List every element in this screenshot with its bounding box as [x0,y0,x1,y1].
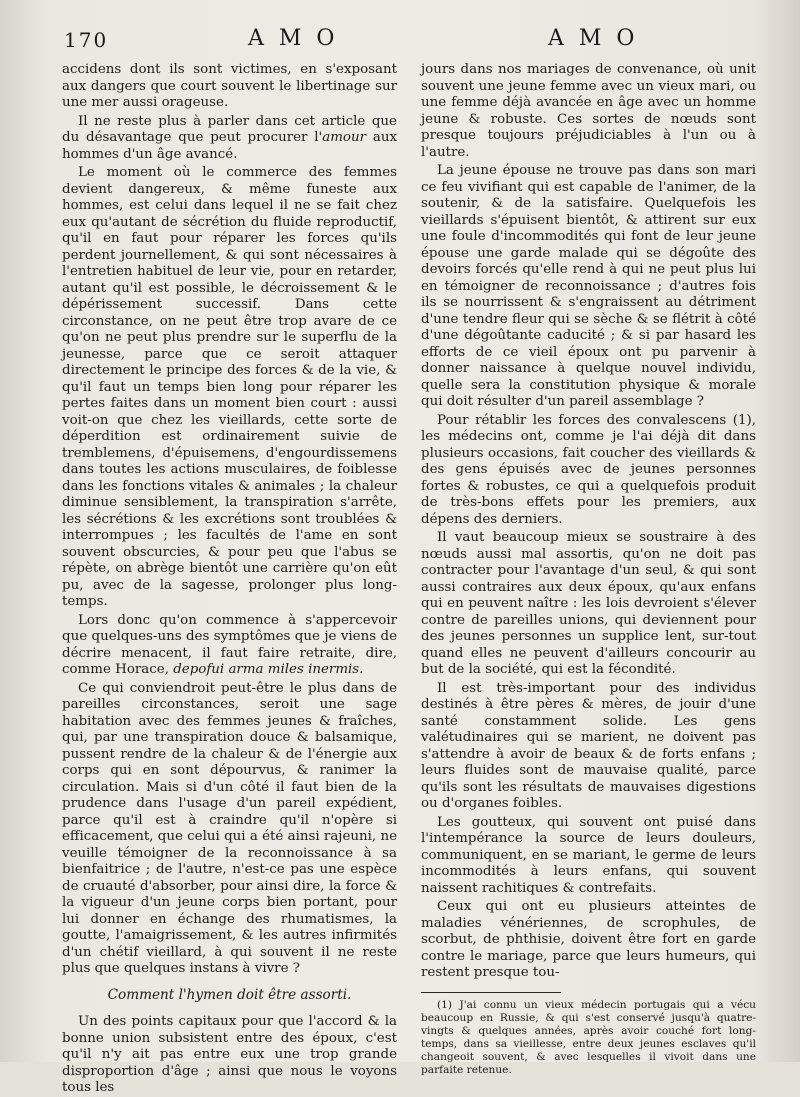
running-header [60,26,750,56]
paragraph: jours dans nos mariages de convenance, où unit souvent une jeune femme avec un vieux mari, ou une femme déjà avancée en âge avec un homme jeune & robuste. Ces sortes de nœuds sont presque toujours préjudiciables à l'un ou à l'autre. [421,62,756,160]
right-running-title: A M O [548,26,639,51]
left-running-title: A M O [248,26,339,51]
paragraph: Ceux qui ont eu plusieurs atteintes de maladies vénériennes, de scrophules, de scorbut, de phthisie, doivent être fort en garde contre le mariage, parce que leurs humeurs, qui restent presque tou- [421,899,756,980]
paragraph: Il est très-important pour des individus destinés à être pères & mères, de jouir d'une santé constamment solide. Les gens valétudinaires qui se marient, ne doivent pas s'attendre à avoir de beaux & de forts enfans ; leurs fluides sont de mauvaise qualité, parce qu'ils sont les résultats de mauvaises digestions ou d'organes foibles. [421,680,756,811]
paragraph: accidens dont ils sont victimes, en s'exposant aux dangers que court souvent le libertinage sur une mer aussi orageuse. [62,62,397,110]
paragraph: Le moment où le commerce des femmes devient dangereux, & même funeste aux hommes, est celui dans lequel il ne se fait chez eux qu'autant de sécrétion du fluide reproductif, qu'il en faut pour réparer les forces qu'ils perdent journellement, & qui sont nécessaires à l'entretien habituel de leur vie, pour en retarder, autant qu'il est possible, le décroissement & le dépérissement successif. Dans cette circonstance, on ne peut être trop avare de ce qu'on ne peut plus prendre sur le superflu de la jeunesse, parce que ce seroit attaquer directement le principe des forces & de la vie, & qu'il faut un temps bien long pour réparer les pertes faites dans un moment bien court : aussi voit-on que chez les vieillards, cette sorte de déperdition est ordinairement suivie de tremblemens, d'épuisemens, d'engourdissemens dans toutes les actions musculaires, de foiblesse dans les fonctions vitales & animales ; la chaleur diminue sensiblement, la transpiration s'arrête, les sécrétions & les excrétions sont troublées & interrompues ; les facultés de l'ame en sont souvent obscurcies, & pour peu que l'abus se répète, on abrège bientôt une carrière qu'on eût pu, avec de la sagesse, prolonger plus long-temps. [62,165,397,609]
footnote-divider [421,992,561,993]
emphasis: amour [322,130,366,145]
paragraph: Pour rétablir les forces des convalescens (1), les médecins ont, comme je l'ai déjà dit dans plusieurs occasions, fait coucher des vieillards & des gens épuisés avec de jeunes personnes fortes & robustes, ce qui a quelquefois produit de très-bons effets pour les premiers, aux dépens des derniers. [421,412,756,527]
paragraph: Il vaut beaucoup mieux se soustraire à des nœuds aussi mal assortis, qu'on ne doit pas contracter pour l'avantage d'un seul, & qui sont aussi contraires aux deux époux, qu'aux enfans qui en peuvent naître : les lois devroient s'élever contre de pareilles unions, qui deviennent pour des jeunes personnes un supplice lent, sur-tout quand elles ne peuvent d'ailleurs concourir au but de la société, qui est la fécondité. [421,530,756,677]
footnote: (1) J'ai connu un vieux médecin portugais qui a vécu beaucoup en Russie, & qui s'est conservé jusqu'à quatre-vingts & quelques années, après avoir couché fort long-temps, dans sa vieillesse, entre deux jeunes esclaves qu'il changeoit souvent, & avec lesquelles il vivoit dans une parfaite retenue. [421,998,756,1076]
page-number: 170 [64,28,109,52]
paragraph: Les goutteux, qui souvent ont puisé dans l'intempérance la source de leurs douleurs, communiquent, en se mariant, le germe de leurs incommodités à leurs enfans, qui souvent naissent rachitiques & contrefaits. [421,814,756,896]
section-subheading: Comment l'hymen doit être assorti. [107,986,352,1003]
paragraph: Lors donc qu'on commence à s'appercevoir que quelques-uns des symptômes que je viens de décrire menacent, il faut faire retraite, dire, comme Horace, depofui arma miles inermis. [62,612,397,677]
paragraph: Un des points capitaux pour que l'accord & la bonne union subsistent entre des époux, c'est qu'il n'y ait pas entre eux une trop grande disproportion d'âge ; ainsi que nous le voyons tous les [62,1014,397,1095]
left-column [62,62,397,1097]
right-column [421,62,756,1077]
paragraph: Il ne reste plus à parler dans cet article que du désavantage que peut procurer l'amour aux hommes d'un âge avancé. [62,113,397,162]
paragraph: Ce qui conviendroit peut-être le plus dans de pareilles circonstances, seroit une sage habitation avec des femmes jeunes & fraîches, qui, par une transpiration douce & balsamique, pussent rendre de la chaleur & de l'énergie aux corps qui en sont dépourvus, & ranimer la circulation. Mais si d'un côté il faut bien de la prudence dans l'usage d'un pareil expédient, parce qu'il est à craindre qu'il n'opère si efficacement, que celui qui a été ainsi rajeuni, ne veuille témoigner de la reconnoissance à sa bienfaitrice ; de l'autre, n'est-ce pas une espèce de cruauté d'absorber, pour ainsi dire, la force & la vigueur d'un jeune corps bien portant, pour lui donner en échange des rhumatismes, la goutte, l'amaigrissement, & les autres infirmités d'un chétif vieillard, à qui souvent il ne reste plus que quelques instans à vivre ? [62,680,397,976]
paragraph: La jeune épouse ne trouve pas dans son mari ce feu vivifiant qui est capable de l'animer, de la soutenir, & de la satisfaire. Quelquefois les vieillards s'épuisent bientôt, & attirent sur eux une foule d'incommodités qui font de leur jeune épouse une garde malade qui se dégoûte des devoirs forcés qu'elle rend à qui ne peut plus lui en témoigner de reconnoissance ; d'autres fois ils se nourrissent & s'engraissent au détriment d'une tendre fleur qui se sèche & se flétrit à côté d'une dégoûtante caducité ; & si par hasard les efforts de ce vieil époux ont pu parvenir à donner naissance à quelque nouvel individu, quelle sera la constitution physique & morale qui doit résulter d'un pareil assemblage ? [421,163,756,409]
latin-quote: depofui arma miles inermis. [173,662,364,677]
